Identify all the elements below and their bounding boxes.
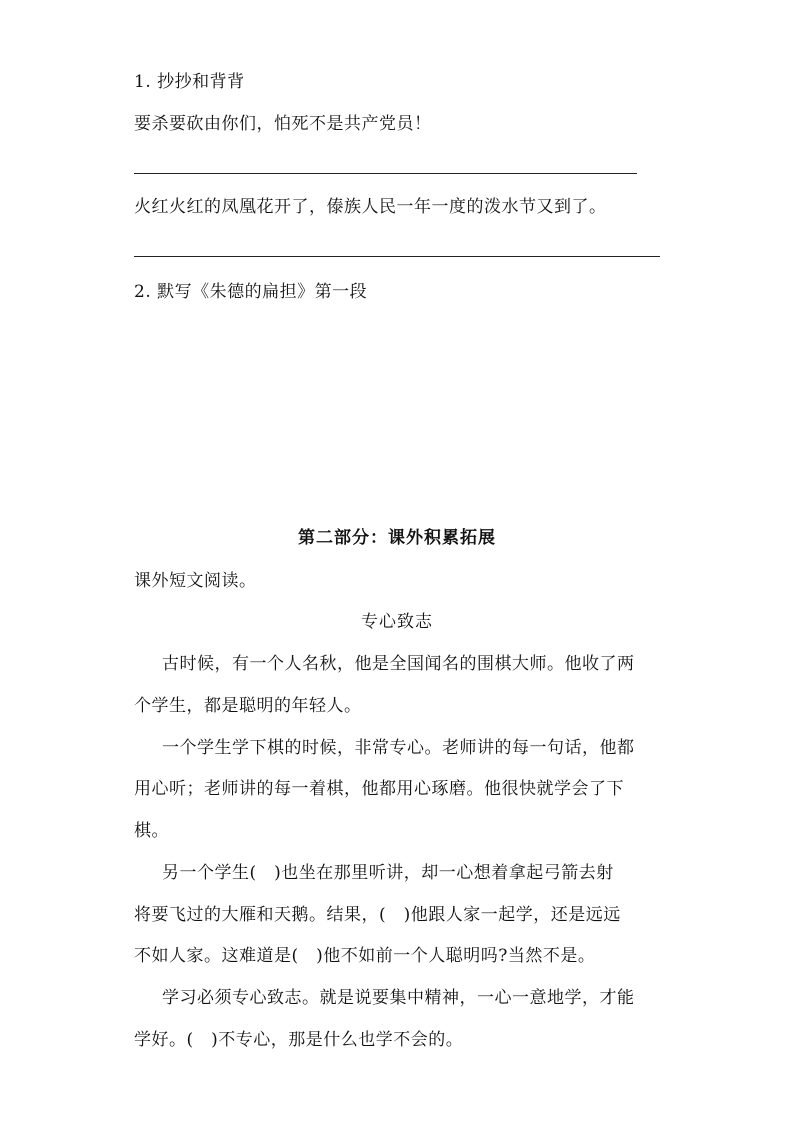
paragraph-2-line-1: 一个学生学下棋的时候，非常专心。老师讲的每一句话，他都 (162, 738, 635, 758)
section-title: 第二部分：课外积累拓展 (298, 528, 496, 548)
reading-instruction: 课外短文阅读。 (134, 571, 257, 591)
story-title: 专心致志 (361, 612, 433, 632)
question-1-heading: 1. 抄抄和背背 (134, 72, 245, 92)
paragraph-2-line-2: 用心听；老师讲的每一着棋，他都用心琢磨。他很快就学会了下 (134, 779, 624, 799)
paragraph-1-line-1: 古时候，有一个人名秋，他是全国闻名的围棋大师。他收了两 (162, 654, 635, 674)
copy-sentence-1: 要杀要砍由你们，怕死不是共产党员！ (134, 114, 432, 134)
paragraph-1-line-2: 个学生，都是聪明的年轻人。 (134, 696, 362, 716)
paragraph-3-line-2: 将要飞过的大雁和天鹅。结果，( )他跟人家一起学，还是远远 (134, 905, 621, 925)
copy-sentence-2: 火红火红的凤凰花开了，傣族人民一年一度的泼水节又到了。 (134, 197, 607, 217)
paragraph-2-line-3: 棋。 (134, 821, 169, 841)
question-2-heading: 2. 默写《朱德的扁担》第一段 (134, 282, 368, 302)
answer-line-1[interactable] (134, 173, 637, 174)
paragraph-4-line-2: 学好。( )不专心，那是什么也学不会的。 (134, 1030, 464, 1050)
answer-line-2[interactable] (134, 256, 660, 257)
paragraph-4-line-1: 学习必须专心致志。就是说要集中精神，一心一意地学，才能 (162, 988, 635, 1008)
paragraph-3-line-3: 不如人家。这难道是( )他不如前一个人聪明吗?当然不是。 (134, 946, 596, 966)
paragraph-3-line-1: 另一个学生( )也坐在那里听讲，却一心想着拿起弓箭去射 (162, 863, 614, 883)
